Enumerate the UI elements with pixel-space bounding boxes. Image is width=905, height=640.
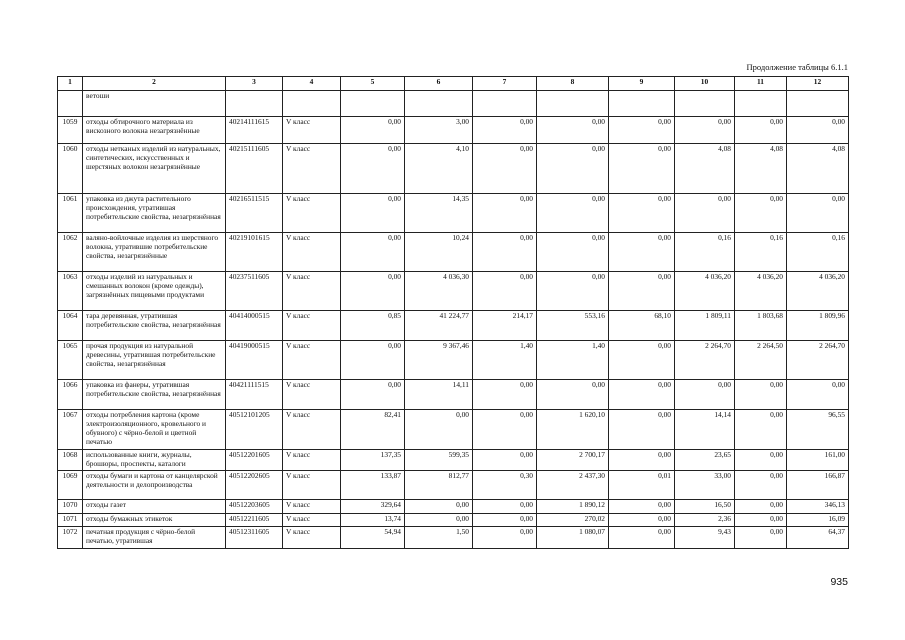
table-cell: 68,10 [609,311,675,341]
table-cell: 1064 [58,311,83,341]
table-cell: 0,00 [473,450,537,471]
table-cell: 0,00 [735,526,787,548]
table-cell [341,91,405,117]
table-cell: 0,16 [675,233,735,272]
table-cell: 0,00 [341,117,405,144]
table-cell [473,91,537,117]
table-cell: 1 803,68 [735,311,787,341]
table-row [58,499,849,513]
table-cell: 1,40 [537,341,609,380]
table-cell: 1066 [58,380,83,410]
table-cell: 4,08 [675,144,735,194]
table-cell: V класс [283,450,341,471]
table-cell: 4 036,30 [405,272,473,311]
table-cell: 40216511515 [226,194,283,233]
table-cell: 0,00 [609,450,675,471]
table-cell: использованные книги, журналы, брошюры, проспекты, каталоги [83,450,226,471]
table-cell: отходы изделий из натуральных и смешанных волокон (кроме одежды), загрязнённых пищевыми продуктами [83,272,226,311]
column-header: 4 [283,77,341,91]
table-cell: 346,13 [787,499,849,513]
table-cell: 161,00 [787,450,849,471]
table-cell: 0,00 [675,380,735,410]
table-cell: 0,00 [405,513,473,526]
table-cell: 14,35 [405,194,473,233]
table-cell: 0,00 [405,410,473,450]
table-cell: V класс [283,117,341,144]
table-cell: 0,16 [735,233,787,272]
table-cell: 0,00 [787,380,849,410]
table-cell: V класс [283,526,341,548]
table-cell: 64,37 [787,526,849,548]
table-cell: 0,00 [341,272,405,311]
table-cell [226,91,283,117]
table-cell: 133,87 [341,470,405,499]
table-cell: отходы бумаги и картона от канцелярской деятельности и делопроизводства [83,470,226,499]
table-cell: 0,00 [787,117,849,144]
table-cell [283,91,341,117]
table-cell: 0,00 [537,144,609,194]
table-cell [735,91,787,117]
table-cell: 0,00 [609,272,675,311]
table-row [58,450,849,471]
table-cell: 40414000515 [226,311,283,341]
table-cell: отходы потребления картона (кроме электроизоляционного, кровельного и обувного) с чёрно-белой и цветной печатью [83,410,226,450]
table-cell: 0,00 [735,117,787,144]
table-cell: 0,00 [537,272,609,311]
table-cell: 0,00 [609,117,675,144]
table-cell: отходы нетканых изделий из натуральных, синтетических, искусственных и шерстяных волокон незагрязнённые [83,144,226,194]
table-cell: 4,08 [787,144,849,194]
table-cell: 40421111515 [226,380,283,410]
table-cell: 0,00 [473,526,537,548]
table-cell: 9,43 [675,526,735,548]
table-cell: 1068 [58,450,83,471]
table-cell: V класс [283,499,341,513]
column-header: 3 [226,77,283,91]
table-cell: 1072 [58,526,83,548]
table-cell: 0,00 [537,233,609,272]
table-cell: 0,00 [473,144,537,194]
table-cell: 0,00 [609,499,675,513]
table-cell: валяно-войлочные изделия из шерстяного волокна, утратившие потребительские свойства, незагрязнённые [83,233,226,272]
table-cell: 14,14 [675,410,735,450]
table-cell: 82,41 [341,410,405,450]
table-cell: 1067 [58,410,83,450]
column-header: 10 [675,77,735,91]
table-cell: 1062 [58,233,83,272]
table-cell: 2 264,70 [675,341,735,380]
table-cell: 10,24 [405,233,473,272]
table-cell: 40512311605 [226,526,283,548]
column-header: 5 [341,77,405,91]
table-cell: V класс [283,272,341,311]
waste-table [57,76,849,549]
table-cell: 0,00 [735,380,787,410]
table-cell: 4,10 [405,144,473,194]
table-row [58,513,849,526]
table-cell: 16,09 [787,513,849,526]
table-cell [58,91,83,117]
table-row [58,341,849,380]
table-caption: Продолжение таблицы 6.1.1 [746,62,848,72]
table-cell: 40512203605 [226,499,283,513]
table-cell: 599,35 [405,450,473,471]
table-cell: 41 224,77 [405,311,473,341]
table-cell: 214,17 [473,311,537,341]
table-cell: 2,36 [675,513,735,526]
table-cell [405,91,473,117]
table-cell: 54,94 [341,526,405,548]
table-cell: 0,00 [473,410,537,450]
column-header: 1 [58,77,83,91]
table-cell: 40219101615 [226,233,283,272]
table-cell [609,91,675,117]
table-cell: 553,16 [537,311,609,341]
table-cell: 4,08 [735,144,787,194]
table-cell: 0,00 [341,144,405,194]
table-cell: 96,55 [787,410,849,450]
table-cell: 0,00 [735,450,787,471]
table-cell: 1,50 [405,526,473,548]
table-cell: 1061 [58,194,83,233]
table-cell: тара деревянная, утратившая потребительские свойства, незагрязнённая [83,311,226,341]
table-cell: 1 809,96 [787,311,849,341]
table-cell: 1 620,10 [537,410,609,450]
column-header: 2 [83,77,226,91]
table-cell: 40214111615 [226,117,283,144]
table-row [58,91,849,117]
table-cell: 1059 [58,117,83,144]
table-cell: 9 367,46 [405,341,473,380]
table-cell: отходы газет [83,499,226,513]
table-cell: 1 890,12 [537,499,609,513]
column-header: 8 [537,77,609,91]
page-number: 935 [830,576,848,588]
column-header: 9 [609,77,675,91]
table-cell: 2 700,17 [537,450,609,471]
table-row [58,311,849,341]
table-row [58,526,849,548]
table-cell: 40512211605 [226,513,283,526]
table-row [58,470,849,499]
table-cell: 2 264,50 [735,341,787,380]
table-cell: 40512101205 [226,410,283,450]
table-cell: V класс [283,144,341,194]
table-cell: 0,00 [473,499,537,513]
table-cell: V класс [283,410,341,450]
table-cell: 0,00 [341,380,405,410]
column-header: 6 [405,77,473,91]
table-cell: 166,87 [787,470,849,499]
column-header: 11 [735,77,787,91]
table-cell: 0,00 [735,470,787,499]
table-cell: 0,00 [609,526,675,548]
table-cell: 1070 [58,499,83,513]
table-row [58,144,849,194]
table-cell: прочая продукция из натуральной древесины, утратившая потребительские свойства, незагрязнённая [83,341,226,380]
table-cell: 0,00 [609,233,675,272]
table-cell: 0,00 [609,380,675,410]
table-cell: 23,65 [675,450,735,471]
table-cell: 0,00 [609,194,675,233]
table-cell: печатная продукция с чёрно-белой печатью, утратившая [83,526,226,548]
table-cell: 0,00 [473,117,537,144]
table-cell: V класс [283,194,341,233]
table-cell: 0,00 [787,194,849,233]
table-cell: 1,40 [473,341,537,380]
table-cell: упаковка из фанеры, утратившая потребительские свойства, незагрязнённая [83,380,226,410]
table-cell: 0,00 [473,272,537,311]
table-cell: 0,00 [473,513,537,526]
table-cell: 0,30 [473,470,537,499]
table-cell: 0,00 [537,380,609,410]
table-cell: V класс [283,380,341,410]
table-row [58,117,849,144]
table-cell: 14,11 [405,380,473,410]
table-cell: 1065 [58,341,83,380]
table-cell: отходы бумажных этикеток [83,513,226,526]
table-cell [787,91,849,117]
table-cell: V класс [283,311,341,341]
table-cell: 0,85 [341,311,405,341]
table-cell: 0,00 [473,233,537,272]
table-cell: 13,74 [341,513,405,526]
table-cell: 0,00 [609,144,675,194]
table-cell: 40512202605 [226,470,283,499]
table-cell: 0,01 [609,470,675,499]
table-cell: 1069 [58,470,83,499]
table-cell: 1 809,11 [675,311,735,341]
table-cell: 0,00 [405,499,473,513]
table-cell: 4 036,20 [735,272,787,311]
table-row [58,380,849,410]
table-row [58,233,849,272]
table-cell: 40512201605 [226,450,283,471]
table-cell: 0,00 [341,194,405,233]
table-cell: 1060 [58,144,83,194]
table-cell: отходы обтирочного материала из вискозного волокна незагрязнённые [83,117,226,144]
table-cell: 0,00 [341,341,405,380]
table-cell: 40419000515 [226,341,283,380]
table-cell: 0,00 [609,410,675,450]
table-cell: 4 036,20 [675,272,735,311]
table-cell: 1071 [58,513,83,526]
table-cell: 0,00 [609,513,675,526]
table-row [58,272,849,311]
table-header-row [58,77,849,91]
table-cell: V класс [283,470,341,499]
table-cell: 0,00 [341,233,405,272]
table-cell: 329,64 [341,499,405,513]
table-cell: 0,00 [473,380,537,410]
table-cell: 4 036,20 [787,272,849,311]
column-header: 7 [473,77,537,91]
table-cell: 0,00 [609,341,675,380]
table-cell: 3,00 [405,117,473,144]
table-cell: V класс [283,341,341,380]
column-header: 12 [787,77,849,91]
table-cell: 0,00 [735,499,787,513]
table-cell: 0,00 [675,117,735,144]
table-cell: 0,00 [473,194,537,233]
table-cell: 1063 [58,272,83,311]
table-cell: 0,00 [675,194,735,233]
table-cell: 0,00 [735,194,787,233]
table-cell: 0,16 [787,233,849,272]
table-cell: V класс [283,513,341,526]
table-row [58,194,849,233]
table-cell: V класс [283,233,341,272]
table-cell: упаковка из джута растительного происхождения, утратившая потребительские свойства, незагрязнённая [83,194,226,233]
table-cell: 40237511605 [226,272,283,311]
table-cell: 0,00 [537,117,609,144]
table-cell: 812,77 [405,470,473,499]
table-cell: ветоши [83,91,226,117]
table-cell: 2 264,70 [787,341,849,380]
table-cell: 1 080,07 [537,526,609,548]
table-cell: 270,02 [537,513,609,526]
table-cell [675,91,735,117]
table-cell: 0,00 [537,194,609,233]
table-cell: 0,00 [735,410,787,450]
table-cell: 16,50 [675,499,735,513]
table-cell: 33,00 [675,470,735,499]
table-cell: 40215111605 [226,144,283,194]
table-row [58,410,849,450]
table-cell: 2 437,30 [537,470,609,499]
table-cell: 137,35 [341,450,405,471]
table-cell [537,91,609,117]
table-cell: 0,00 [735,513,787,526]
